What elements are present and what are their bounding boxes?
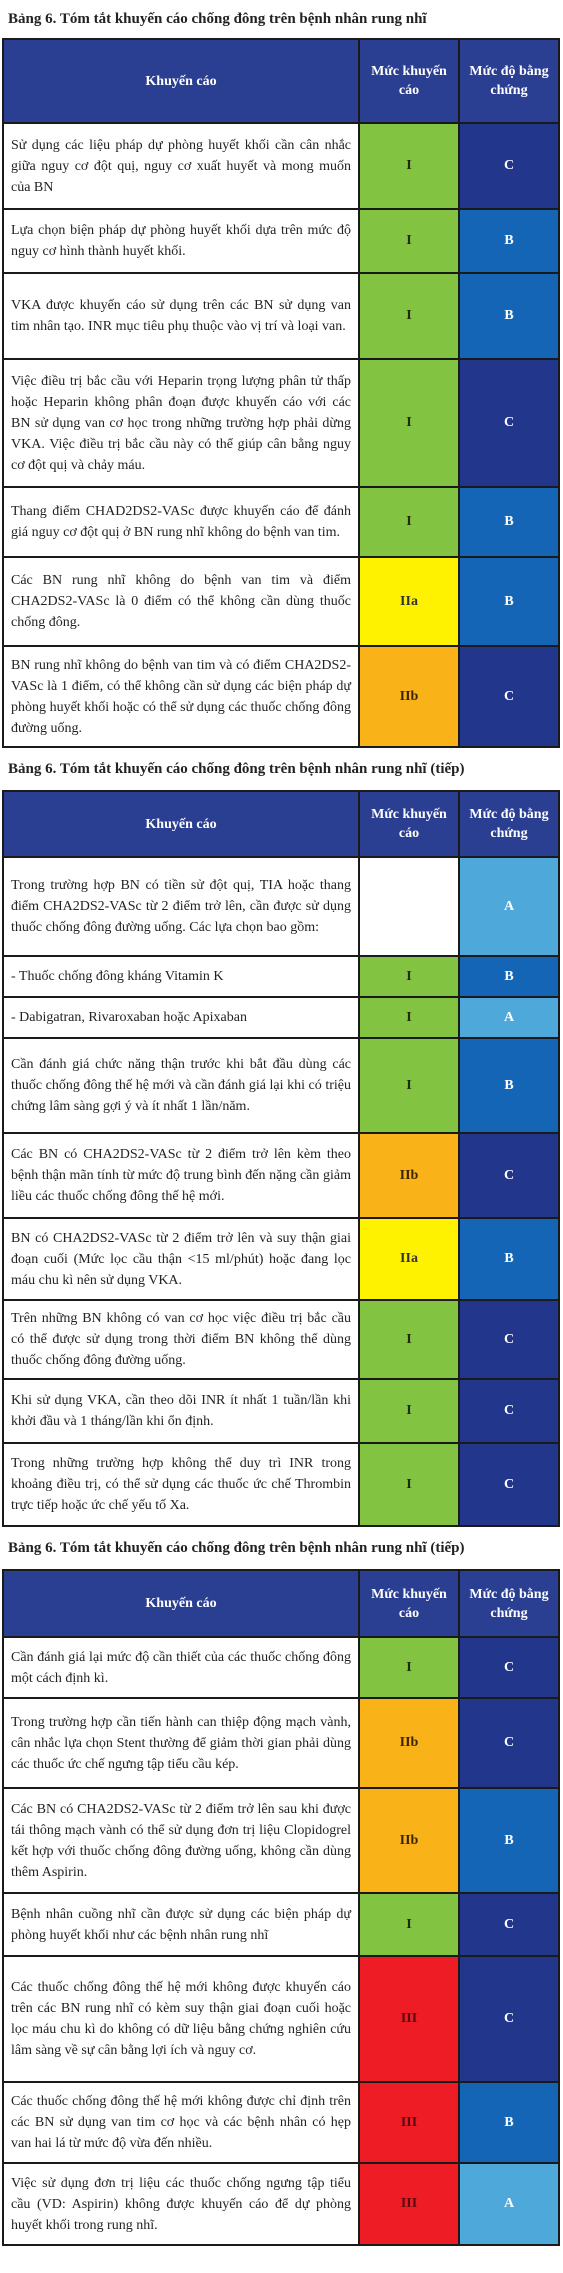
table-row [3, 1300, 559, 1379]
recommendation-text: Trong trường hợp BN có tiền sử đột quị, TIA hoặc thang điểm CHA2DS2-VASc từ 2 điểm trở lên, cần được sử dụng thuốc chống đông đường uống. Các lựa chọn bao gồm: [3, 857, 359, 956]
evidence-cell: C [459, 1956, 559, 2082]
table-row [3, 273, 559, 359]
table-row [3, 1893, 559, 1956]
table-row [3, 1443, 559, 1526]
evidence-cell: A [459, 2163, 559, 2245]
recommendation-text: Các BN rung nhĩ không do bệnh van tim và điểm CHA2DS2-VASc là 0 điểm có thể không cần dùng thuốc chống đông. [3, 557, 359, 646]
recommendation-table [2, 790, 560, 1527]
evidence-cell: B [459, 273, 559, 359]
level-cell: I [359, 1379, 459, 1443]
recommendation-text: Khi sử dụng VKA, cần theo dõi INR ít nhất 1 tuần/lần khi khởi đầu và 1 tháng/lần khi ổn định. [3, 1379, 359, 1443]
recommendation-text: Việc điều trị bắc cầu với Heparin trọng lượng phân tử thấp hoặc Heparin không phân đoạn được khuyến cáo với các BN sử dụng van cơ học trong những trường hợp phải dừng VKA. Việc điều trị bắc cầu này có thể giúp cân bằng nguy cơ đột quị và chảy máu. [3, 359, 359, 487]
recommendation-table [2, 1569, 560, 2246]
header-level: Mức khuyến cáo [359, 39, 459, 123]
table-row [3, 487, 559, 557]
evidence-cell: C [459, 646, 559, 747]
table-row [3, 1133, 559, 1218]
table-row [3, 956, 559, 997]
header-level: Mức khuyến cáo [359, 1570, 459, 1637]
level-cell: III [359, 2082, 459, 2163]
level-cell: I [359, 1300, 459, 1379]
recommendation-text: Thang điểm CHAD2DS2-VASc được khuyến cáo để đánh giá nguy cơ đột quị ở BN rung nhĩ không do bệnh van tim. [3, 487, 359, 557]
evidence-cell: B [459, 557, 559, 646]
recommendation-text: Các BN có CHA2DS2-VASc từ 2 điểm trở lên kèm theo bệnh thận mãn tính từ mức độ trung bình đến nặng cần giảm liều các thuốc chống đông thế hệ mới. [3, 1133, 359, 1218]
evidence-cell: C [459, 1300, 559, 1379]
table-section-1 [0, 0, 563, 748]
level-cell: I [359, 123, 459, 209]
recommendation-text: VKA được khuyến cáo sử dụng trên các BN sử dụng van tim nhân tạo. INR mục tiêu phụ thuộc vào vị trí và loại van. [3, 273, 359, 359]
recommendation-text: Cần đánh giá lại mức độ cần thiết của các thuốc chống đông một cách định kì. [3, 1637, 359, 1698]
level-cell: IIa [359, 1218, 459, 1300]
recommendation-table [2, 38, 560, 748]
level-cell [359, 857, 459, 956]
level-cell: I [359, 209, 459, 273]
recommendation-text: - Dabigatran, Rivaroxaban hoặc Apixaban [3, 997, 359, 1038]
recommendation-text: Trong những trường hợp không thể duy trì INR trong khoảng điều trị, có thể sử dụng các thuốc ức chế Thrombin trực tiếp hoặc ức chế yếu tố Xa. [3, 1443, 359, 1526]
evidence-cell: A [459, 997, 559, 1038]
evidence-cell: C [459, 1893, 559, 1956]
recommendation-text: - Thuốc chống đông kháng Vitamin K [3, 956, 359, 997]
table-row [3, 359, 559, 487]
evidence-cell: B [459, 487, 559, 557]
evidence-cell: C [459, 1443, 559, 1526]
evidence-cell: B [459, 1788, 559, 1893]
level-cell: IIb [359, 1698, 459, 1788]
recommendation-text: Bệnh nhân cuồng nhĩ cần được sử dụng các biện pháp dự phòng huyết khối như các bệnh nhân rung nhĩ [3, 1893, 359, 1956]
level-cell: I [359, 1893, 459, 1956]
evidence-cell: B [459, 2082, 559, 2163]
evidence-cell: C [459, 123, 559, 209]
table-row [3, 997, 559, 1038]
recommendation-text: Trên những BN không có van cơ học việc điều trị bắc cầu có thể được sử dụng trong thời điểm BN không thể dùng thuốc chống đông đường uống. [3, 1300, 359, 1379]
table-row [3, 123, 559, 209]
table-row [3, 1788, 559, 1893]
table-section-2 [0, 748, 563, 1527]
evidence-cell: B [459, 209, 559, 273]
recommendation-text: Lựa chọn biện pháp dự phòng huyết khối dựa trên mức độ nguy cơ hình thành huyết khối. [3, 209, 359, 273]
level-cell: III [359, 1956, 459, 2082]
evidence-cell: B [459, 1218, 559, 1300]
table-section-3 [0, 1527, 563, 2246]
evidence-cell: B [459, 1038, 559, 1133]
table-row [3, 1698, 559, 1788]
header-recommendation: Khuyến cáo [3, 1570, 359, 1637]
table-row [3, 857, 559, 956]
recommendation-text: Trong trường hợp cần tiến hành can thiệp động mạch vành, cân nhắc lựa chọn Stent thường để giảm thời gian phải dùng các thuốc ức chế ngưng tập tiểu cầu kép. [3, 1698, 359, 1788]
table-caption: Bảng 6. Tóm tắt khuyến cáo chống đông trên bệnh nhân rung nhĩ (tiếp) [8, 1539, 465, 1556]
table-caption: Bảng 6. Tóm tắt khuyến cáo chống đông trên bệnh nhân rung nhĩ [8, 10, 427, 27]
evidence-cell: C [459, 1637, 559, 1698]
table-row [3, 1218, 559, 1300]
evidence-cell: A [459, 857, 559, 956]
recommendation-text: Việc sử dụng đơn trị liệu các thuốc chống ngưng tập tiểu cầu (VD: Aspirin) không được khuyến cáo để dự phòng huyết khối trong rung nhĩ. [3, 2163, 359, 2245]
header-evidence: Mức độ bằng chứng [459, 1570, 559, 1637]
table-row [3, 1637, 559, 1698]
header-recommendation: Khuyến cáo [3, 39, 359, 123]
table-row [3, 209, 559, 273]
table-row [3, 1379, 559, 1443]
level-cell: I [359, 1443, 459, 1526]
level-cell: IIb [359, 1788, 459, 1893]
level-cell: I [359, 1637, 459, 1698]
level-cell: IIa [359, 557, 459, 646]
evidence-cell: C [459, 1379, 559, 1443]
level-cell: I [359, 487, 459, 557]
level-cell: IIb [359, 1133, 459, 1218]
recommendation-text: Các BN có CHA2DS2-VASc từ 2 điểm trở lên sau khi được tái thông mạch vành có thể sử dụng đơn trị liệu Clopidogrel kết hợp với thuốc chống đông đường uống, không cần dùng thêm Aspirin. [3, 1788, 359, 1893]
recommendation-text: BN có CHA2DS2-VASc từ 2 điểm trở lên và suy thận giai đoạn cuối (Mức lọc cầu thận <15 ml/phút) hoặc đang lọc máu chu kì nên sử dụng VKA. [3, 1218, 359, 1300]
table-row [3, 646, 559, 747]
table-row [3, 1038, 559, 1133]
level-cell: IIb [359, 646, 459, 747]
table-caption: Bảng 6. Tóm tắt khuyến cáo chống đông trên bệnh nhân rung nhĩ (tiếp) [8, 760, 465, 777]
header-evidence: Mức độ bằng chứng [459, 791, 559, 857]
table-row [3, 557, 559, 646]
table-row [3, 1956, 559, 2082]
level-cell: I [359, 997, 459, 1038]
evidence-cell: C [459, 1698, 559, 1788]
header-level: Mức khuyến cáo [359, 791, 459, 857]
header-recommendation: Khuyến cáo [3, 791, 359, 857]
evidence-cell: C [459, 1133, 559, 1218]
recommendation-text: Các thuốc chống đông thế hệ mới không được khuyến cáo trên các BN rung nhĩ có kèm suy thận giai đoạn cuối hoặc lọc máu chu kì do không có dữ liệu bằng chứng nghiên cứu lâm sàng về sự cân bằng lợi ích và nguy cơ. [3, 1956, 359, 2082]
level-cell: I [359, 1038, 459, 1133]
recommendation-text: BN rung nhĩ không do bệnh van tim và có điểm CHA2DS2-VASc là 1 điểm, có thể không cần sử dụng các biện pháp dự phòng huyết khối hoặc có thể sử dụng các thuốc chống đông đường uống. [3, 646, 359, 747]
level-cell: III [359, 2163, 459, 2245]
header-evidence: Mức độ bằng chứng [459, 39, 559, 123]
table-row [3, 2082, 559, 2163]
recommendation-text: Cần đánh giá chức năng thận trước khi bắt đầu dùng các thuốc chống đông thế hệ mới và cần đánh giá lại khi có triệu chứng lâm sàng gợi ý và ít nhất 1 lần/năm. [3, 1038, 359, 1133]
recommendation-text: Sử dụng các liệu pháp dự phòng huyết khối cần cân nhắc giữa nguy cơ đột quị, nguy cơ xuất huyết và mong muốn của BN [3, 123, 359, 209]
evidence-cell: B [459, 956, 559, 997]
table-row [3, 2163, 559, 2245]
evidence-cell: C [459, 359, 559, 487]
level-cell: I [359, 359, 459, 487]
level-cell: I [359, 956, 459, 997]
recommendation-text: Các thuốc chống đông thế hệ mới không được chỉ định trên các BN sử dụng van tim cơ học và các bệnh nhân có hẹp van hai lá từ mức độ vừa đến nhiều. [3, 2082, 359, 2163]
level-cell: I [359, 273, 459, 359]
